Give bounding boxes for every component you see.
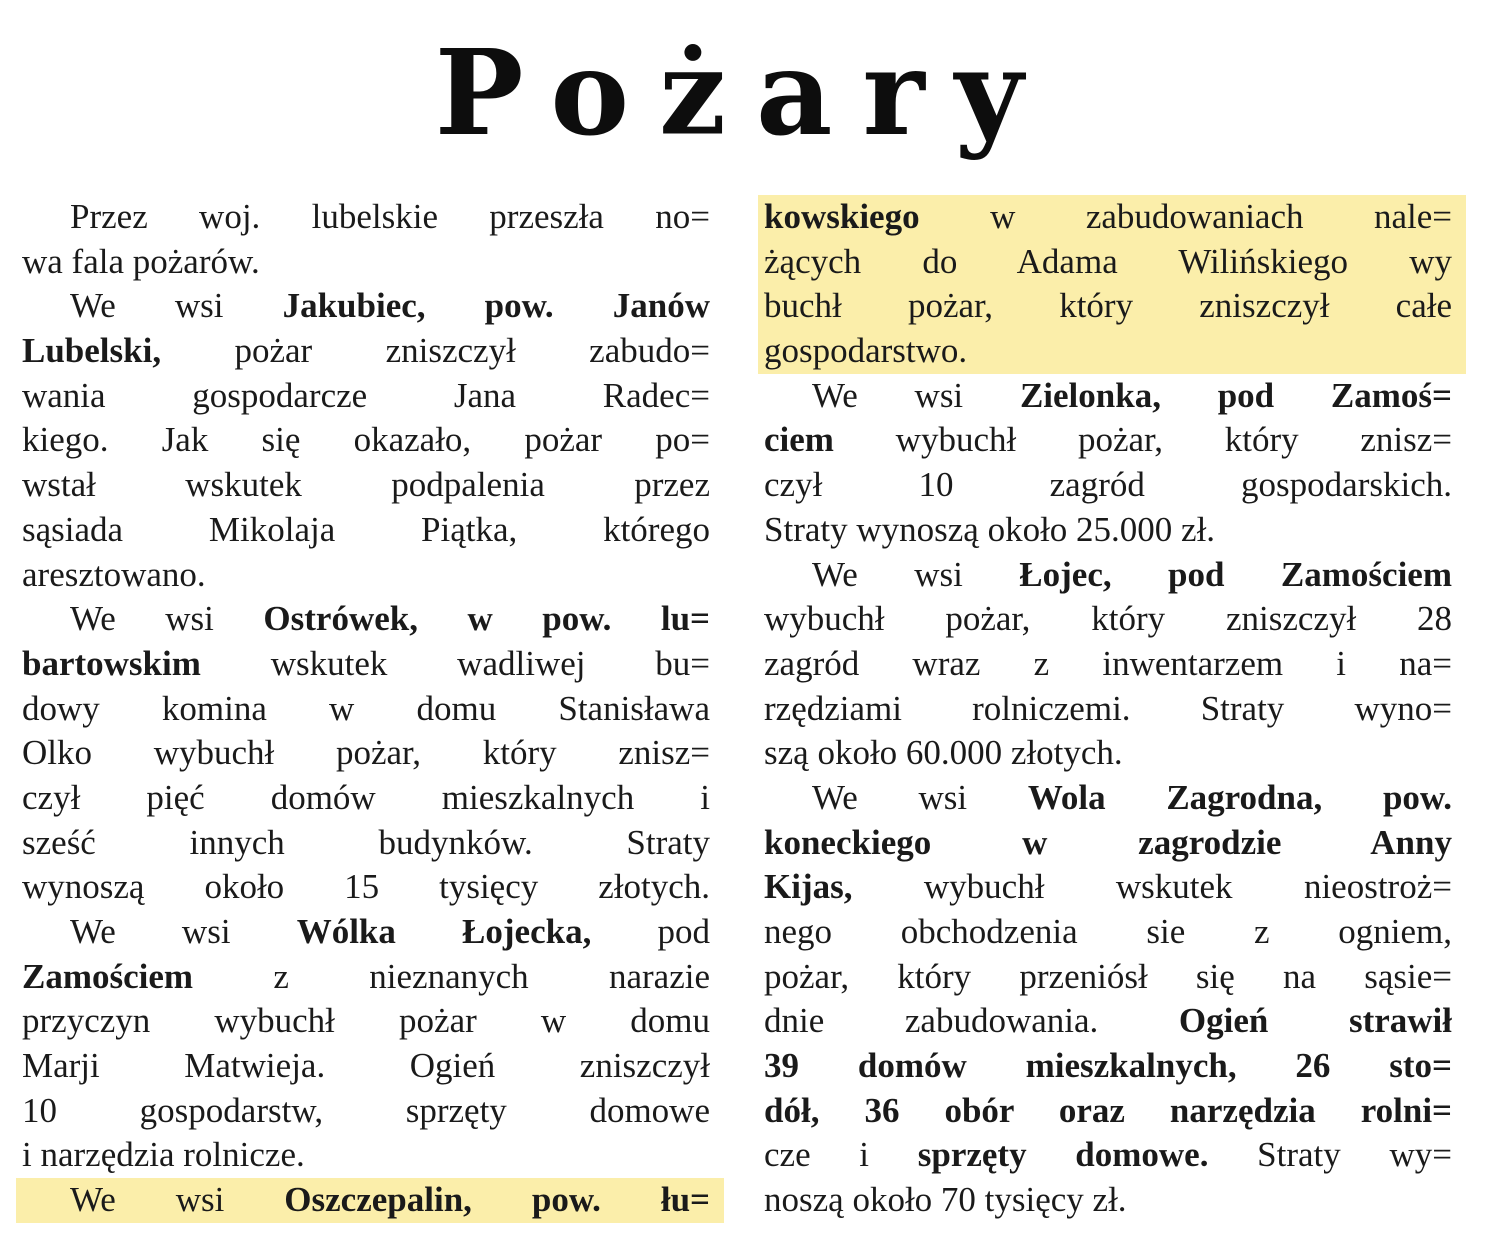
text-run: dnie zabudowania. [764,1001,1179,1041]
text-line [22,776,710,821]
text-run: We wsi [70,912,297,951]
text-run: We wsi [70,1180,285,1220]
text-run: pożar, który przeniósł się na sąsie= [764,956,1452,996]
text-run: wa fala pożarów. [22,241,260,281]
bold-text: Ostrówek, w pow. lu= [263,599,710,639]
text-line [764,642,1452,687]
text-line [758,284,1466,329]
text-line [764,821,1452,866]
bold-text: Wólka Łojecka, [296,912,592,951]
text-run: wstał wskutek podpalenia przez [22,465,710,505]
text-line [22,374,710,419]
text-line [764,865,1452,910]
text-run: cze i [764,1135,918,1175]
text-run: żących do Adama Wilińskiego wy [764,241,1452,281]
bold-text: ciem [764,420,834,460]
text-run: nego obchodzenia sie z ogniem, [764,912,1452,951]
text-line [764,1178,1452,1223]
text-run: Olko wybuchł pożar, który znisz= [22,733,710,773]
bold-text: Lubelski, [22,331,162,371]
text-line [22,284,710,329]
text-run: sąsiada Mikolaja Piątka, którego [22,509,710,549]
text-line [764,553,1452,598]
text-run: wybuchł pożar, który znisz= [833,420,1452,460]
text-line [764,374,1452,419]
text-run: wybuchł wskutek nieostroż= [852,867,1452,907]
text-run: buchł pożar, który zniszczył całe [764,286,1452,326]
text-run: zagród wraz z inwentarzem i na= [764,643,1452,683]
text-run: aresztowano. [22,554,206,594]
bold-text: Wola Zagrodna, pow. [1027,777,1453,817]
text-line [22,910,710,955]
text-line [758,240,1466,285]
text-line [764,1089,1452,1134]
text-line [764,910,1452,955]
text-line [22,418,710,463]
text-line [764,418,1452,463]
bold-text: Ogień strawił [1178,1001,1452,1041]
text-line [22,865,710,910]
text-run: w zabudowaniach nale= [919,197,1452,236]
bold-text: bartowskim [22,643,201,683]
article-title: Pożary [434,23,1054,162]
text-line [22,999,710,1044]
text-run: kiego. Jak się okazało, pożar po= [22,420,710,460]
text-run: wybuchł pożar, który zniszczył 28 [764,599,1452,639]
text-line [22,955,710,1000]
text-run: czył 10 zagród gospodarskich. [764,465,1452,505]
text-line [22,687,710,732]
text-line [22,463,710,508]
text-run: We wsi [70,286,283,326]
bold-text: dół, 36 obór oraz narzędzia rolni= [764,1090,1452,1130]
text-line [22,508,710,553]
bold-text: Oszczepalin, pow. łu= [284,1180,711,1220]
bold-text: Zamościem [22,956,194,996]
right-column [764,195,1452,1223]
bold-text: sprzęty domowe. [917,1135,1209,1175]
text-line [22,195,710,240]
text-line [764,955,1452,1000]
text-run: gospodarstwo. [764,331,968,371]
text-run: Straty wy= [1208,1135,1452,1175]
text-run: We wsi [812,554,1020,594]
text-run: sześć innych budynków. Straty [22,822,710,862]
text-line [22,731,710,776]
bold-text: kowskiego [764,197,920,236]
text-run: We wsi [812,777,1028,817]
text-line [16,1178,724,1223]
bold-text: Łojec, pod Zamościem [1019,554,1452,594]
text-run: czył pięć domów mieszkalnych i [22,777,710,817]
text-line [22,821,710,866]
text-run: wania gospodarcze Jana Radec= [22,375,710,415]
text-line [764,731,1452,776]
text-line [758,195,1466,240]
bold-text: Kijas, [764,867,853,907]
text-line [22,329,710,374]
text-run: i narzędzia rolnicze. [22,1135,305,1175]
text-run: 10 gospodarstw, sprzęty domowe [22,1090,710,1130]
text-line [764,463,1452,508]
text-run: wskutek wadliwej bu= [200,643,710,683]
text-line [758,329,1466,374]
text-run: Straty wynoszą około 25.000 zł. [764,509,1216,549]
text-run: Przez woj. lubelskie przeszła no= [70,197,710,236]
text-line [22,553,710,598]
text-line [22,240,710,285]
text-run: dowy komina w domu Stanisława [22,688,710,728]
bold-text: koneckiego w zagrodzie Anny [764,822,1452,862]
text-run: noszą około 70 tysięcy zł. [764,1180,1127,1220]
text-run: rzędziami rolniczemi. Straty wyno= [764,688,1452,728]
bold-text: Jakubiec, pow. Janów [282,286,710,326]
text-run: Marji Matwieja. Ogień zniszczył [22,1046,710,1086]
text-run: z nieznanych narazie [193,956,710,996]
text-line [764,687,1452,732]
text-line [22,642,710,687]
text-line [764,1044,1452,1089]
text-line [764,999,1452,1044]
left-column [22,195,710,1223]
text-line [764,1133,1452,1178]
text-run: wynoszą około 15 tysięcy złotych. [22,867,710,907]
text-line [22,1133,710,1178]
text-line [22,597,710,642]
text-run: pod [591,912,710,951]
text-run: pożar zniszczył zabudo= [161,331,710,371]
text-line [22,1089,710,1134]
text-run: We wsi [812,375,1020,415]
text-run: szą około 60.000 złotych. [764,733,1123,773]
text-run: przyczyn wybuchł pożar w domu [22,1001,710,1041]
text-line [764,508,1452,553]
text-line [22,1044,710,1089]
bold-text: Zielonka, pod Zamoś= [1019,375,1452,415]
text-line [764,776,1452,821]
text-run: We wsi [70,599,264,639]
text-line [764,597,1452,642]
bold-text: 39 domów mieszkalnych, 26 sto= [764,1046,1452,1086]
